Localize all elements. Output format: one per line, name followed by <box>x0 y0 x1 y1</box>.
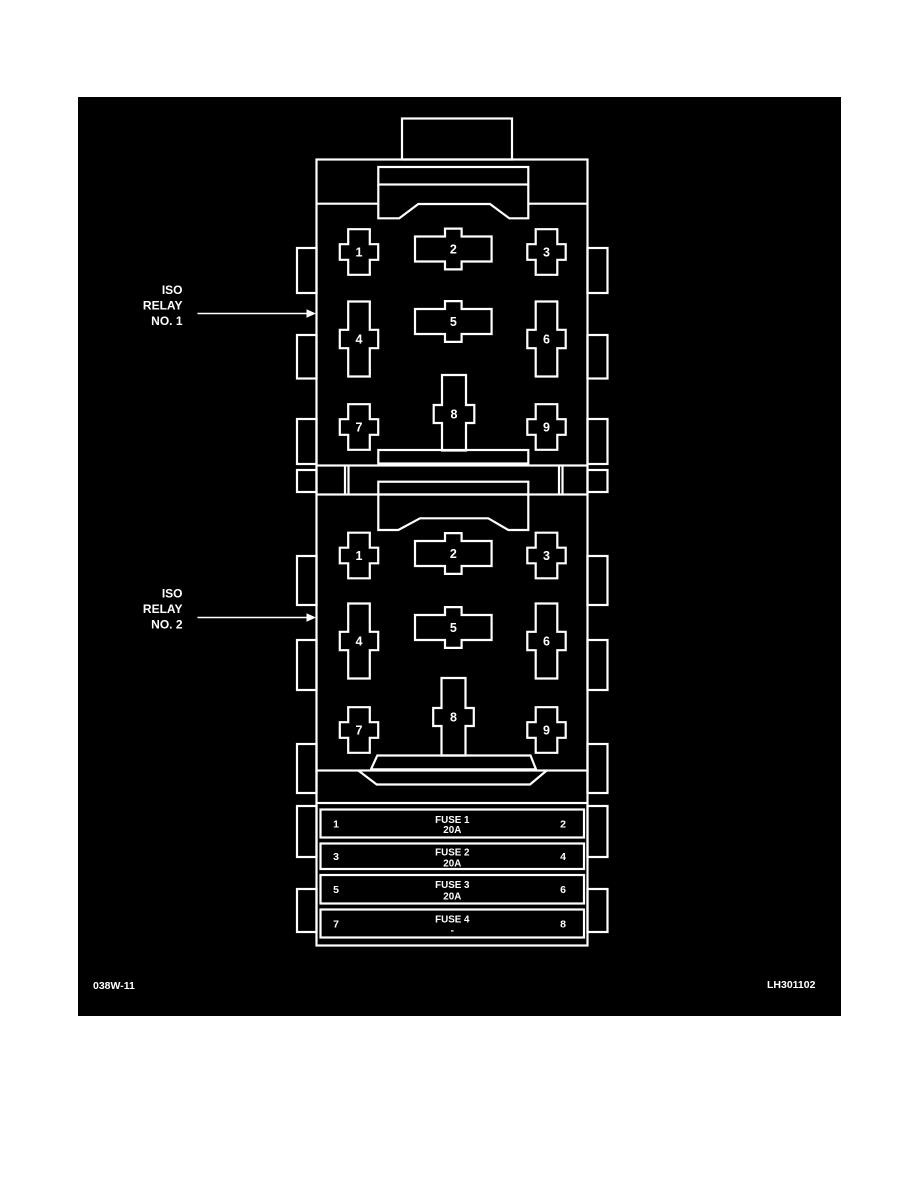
fuse-rating: 20A <box>443 825 462 836</box>
terminal-number: 4 <box>355 634 363 649</box>
fuse-left-terminal: 5 <box>333 884 339 896</box>
diagram-background <box>78 97 841 1016</box>
terminal-number: 9 <box>543 723 550 738</box>
relay1-label-line1: ISO <box>161 283 183 297</box>
terminal-number: 8 <box>450 710 457 725</box>
terminal-number: 3 <box>543 245 550 260</box>
terminal-number: 5 <box>449 620 457 635</box>
terminal-number: 9 <box>543 420 550 435</box>
fuse-right-terminal: 2 <box>560 818 566 831</box>
fuse-left-terminal: 3 <box>333 851 339 863</box>
relay2-label-line3: NO. 2 <box>151 617 183 632</box>
fuse-rating: 20A <box>443 858 462 870</box>
figure-code-left: 038W-11 <box>93 980 135 992</box>
fuse-left-terminal: 1 <box>333 818 339 831</box>
relay1-label-line3: NO. 1 <box>151 314 183 328</box>
fuse-name: FUSE 4 <box>435 914 470 926</box>
terminal-number: 6 <box>543 332 550 347</box>
terminal-number: 6 <box>543 634 550 649</box>
relay-fuse-diagram <box>78 97 841 1016</box>
fuse-name: FUSE 3 <box>435 880 470 891</box>
relay1-label-line2: RELAY <box>142 298 183 313</box>
terminal-number: 1 <box>355 245 363 260</box>
terminal-number: 3 <box>543 548 550 563</box>
terminal-number: 7 <box>355 420 363 435</box>
fuse-right-terminal: 6 <box>560 884 566 896</box>
terminal-number: 8 <box>450 407 458 422</box>
fuse-right-terminal: 8 <box>560 918 566 931</box>
terminal-number: 4 <box>355 332 363 347</box>
fuse-rating: - <box>450 925 454 937</box>
fuse-left-terminal: 7 <box>333 918 339 931</box>
fuse-right-terminal: 4 <box>560 851 566 863</box>
terminal-number: 1 <box>355 548 363 563</box>
terminal-number: 7 <box>355 723 363 738</box>
fuse-name: FUSE 1 <box>435 815 470 826</box>
relay-fuse-diagram-svg <box>78 97 841 1016</box>
fuse-rating: 20A <box>443 891 462 903</box>
terminal-number: 2 <box>449 242 457 257</box>
relay2-label-line2: RELAY <box>142 602 183 616</box>
figure-code-right: LH301102 <box>767 979 816 991</box>
relay2-label-line1: ISO <box>161 586 183 601</box>
terminal-number: 2 <box>449 546 457 561</box>
fuse-name: FUSE 2 <box>435 847 470 859</box>
terminal-number: 5 <box>449 314 457 329</box>
